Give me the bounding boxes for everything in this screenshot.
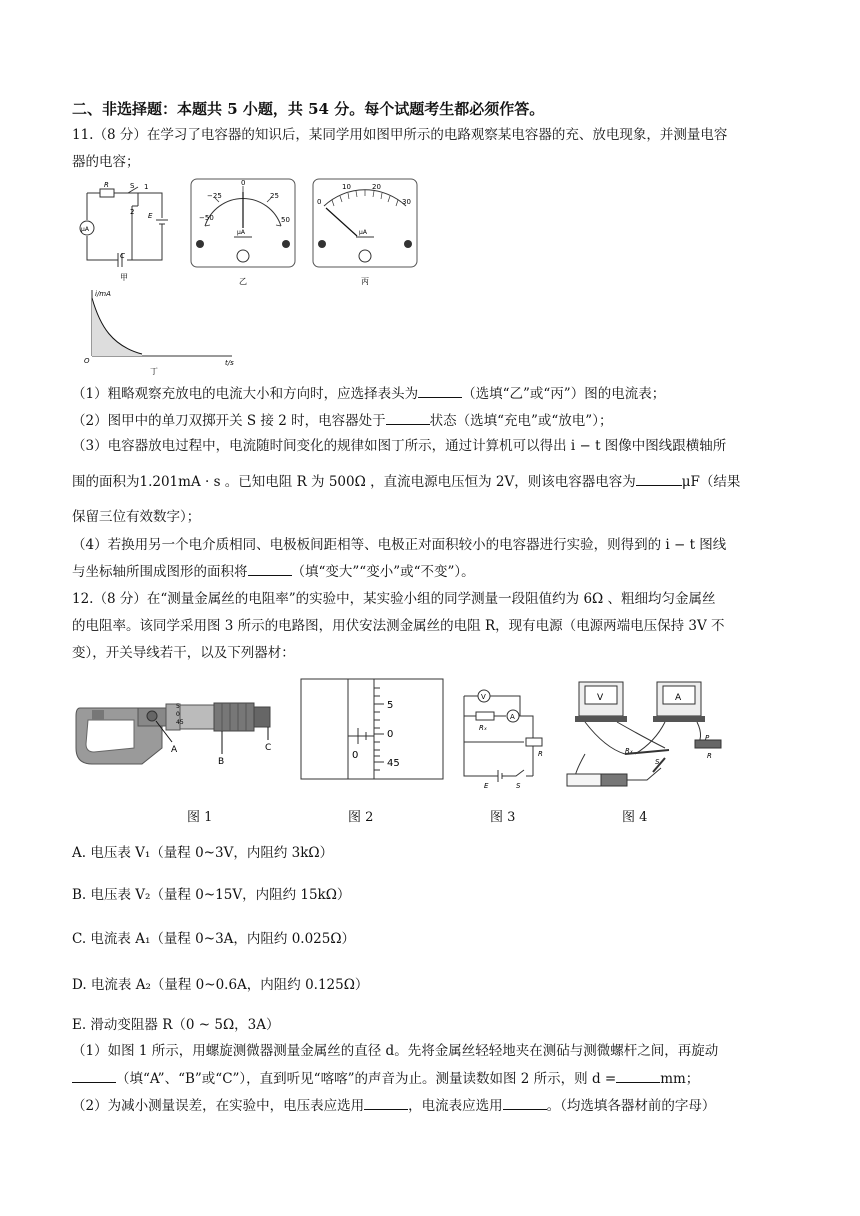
- section-title: 二、非选择题：本题共 5 小题，共 54 分。每个试题考生都必须作答。: [72, 100, 545, 118]
- fig3-label-rx: Rₓ: [479, 724, 487, 732]
- fig2-tick-45: 45: [387, 758, 400, 769]
- q11-sub3-blank[interactable]: [636, 472, 682, 486]
- q12-sub2-pre: （2）为减小测量误差，在实验中，电压表应选用: [72, 1098, 365, 1114]
- jia-caption: 甲: [120, 273, 128, 282]
- bing-caption: 丙: [361, 277, 369, 286]
- q12-sub1-post: （填“A”、“B”或“C”），直到听见“喀喀”的声音为止。测量读数如图 2 所示，则 d =: [116, 1071, 617, 1087]
- fig2-tick-0: 0: [387, 729, 394, 740]
- q12-sub2-blank-ammeter[interactable]: [503, 1096, 547, 1110]
- yi-tick-3: 25: [270, 192, 279, 200]
- meter-yi: [190, 178, 296, 288]
- jia-label-e: E: [148, 212, 153, 220]
- fig-caption-4: 图 4: [622, 810, 648, 825]
- fig4-label-s: S: [655, 758, 660, 766]
- q11-sub4-line1: （4）若换用另一个电介质相同、电极板间距相等、电极正对面积较小的电容器进行实验，则得到的 i − t 图线: [72, 537, 727, 553]
- q11-sub4-line2: [72, 562, 475, 581]
- yi-caption: 乙: [239, 277, 247, 286]
- yi-unit: μA: [237, 229, 245, 236]
- meter-bing: [312, 178, 418, 288]
- q11-sub4-blank[interactable]: [248, 562, 292, 576]
- circuit-diagram-jia: [72, 178, 172, 283]
- bing-tick-3: 30: [402, 198, 411, 206]
- q12-intro-line1: 12.（8 分）在“测量金属丝的电阻率”的实验中，某实验小组的同学测量一段阻值约为 6Ω 、粗细均匀金属丝: [72, 591, 716, 607]
- bing-tick-2: 20: [372, 183, 381, 191]
- jia-label-1: 1: [144, 183, 149, 191]
- yi-tick-1: −25: [207, 192, 222, 200]
- q12-sub1-line1: （1）如图 1 所示，用螺旋测微器测量金属丝的直径 d。先将金属丝轻轻地夹在测砧与测微螺杆之间，再旋动: [72, 1043, 719, 1059]
- ding-caption: 丁: [150, 367, 158, 376]
- fig4-label-v: V: [597, 693, 604, 703]
- fig3-label-s: S: [516, 782, 521, 790]
- bing-unit: μA: [359, 229, 367, 236]
- option-c: C. 电流表 A₁（量程 0~3A，内阻约 0.025Ω）: [72, 931, 356, 947]
- option-a: A. 电压表 V₁（量程 0~3V，内阻约 3kΩ）: [72, 845, 334, 861]
- fig3-label-r: R: [538, 750, 543, 758]
- q12-sub1-line2: [72, 1069, 699, 1088]
- option-b: B. 电压表 V₂（量程 0~15V，内阻约 15kΩ）: [72, 887, 351, 903]
- q11-intro-line1: 11.（8 分）在学习了电容器的知识后，某同学用如图甲所示的电路观察某电容器的充、放电现象，并测量电容: [72, 127, 728, 143]
- q11-sub1: [72, 384, 665, 403]
- physical-circuit-figure-4: [565, 678, 725, 790]
- ding-xlabel: t/s: [225, 359, 234, 367]
- ding-origin: O: [84, 357, 90, 365]
- fig1-scale-5: 5: [176, 703, 180, 710]
- fig1-label-b: B: [218, 757, 225, 767]
- fig4-label-a: A: [675, 693, 682, 703]
- q12-sub1-blank-d[interactable]: [616, 1069, 660, 1083]
- jia-label-r: R: [104, 181, 109, 189]
- fig-caption-2: 图 2: [348, 810, 374, 825]
- q11-sub3-line2: [72, 472, 740, 491]
- q11-sub3-line3: 保留三位有效数字）；: [72, 509, 201, 525]
- jia-label-s: S: [130, 182, 135, 190]
- q11-sub3-pre: 围的面积为1.201mA · s 。已知电阻 R 为 500Ω ，直流电源电压恒为 2V，则该电容器电容为: [72, 474, 636, 490]
- fig2-main-0: 0: [352, 750, 359, 761]
- q12-sub2-mid: ，电流表应选用: [408, 1098, 503, 1114]
- option-d: D. 电流表 A₂（量程 0~0.6A，内阻约 0.125Ω）: [72, 977, 369, 993]
- fig3-label-a: A: [510, 713, 515, 721]
- fig3-label-v: V: [481, 693, 486, 701]
- q12-intro-line2: 的电阻率。该同学采用图 3 所示的电路图，用伏安法测金属丝的电阻 R，现有电源（电源两端电压保持 3V 不: [72, 618, 725, 634]
- micrometer-reading-figure-2: [300, 678, 446, 782]
- q11-sub1-pre: （1）粗略观察充放电的电流大小和方向时，应选择表头为: [72, 386, 419, 402]
- fig1-label-c: C: [265, 743, 272, 753]
- q12-sub2: [72, 1096, 715, 1115]
- it-graph-ding: [82, 286, 242, 376]
- q11-intro-line2: 器的电容；: [72, 154, 140, 170]
- jia-label-2: 2: [130, 208, 135, 216]
- fig2-tick-5: 5: [387, 700, 394, 711]
- bing-tick-0: 0: [317, 198, 322, 206]
- q12-sub1-unit: mm；: [660, 1071, 700, 1087]
- yi-tick-2: 0: [241, 179, 246, 187]
- q11-sub3-post: μF（结果: [681, 474, 741, 490]
- fig-caption-1: 图 1: [187, 810, 213, 825]
- option-e: E. 滑动变阻器 R（0 ~ 5Ω，3A）: [72, 1017, 280, 1033]
- q12-sub2-post: 。（均选填各器材前的字母）: [546, 1098, 716, 1114]
- fig4-label-r: R: [707, 752, 712, 760]
- fig1-scale-45: 45: [176, 719, 184, 726]
- bing-tick-1: 10: [342, 183, 351, 191]
- circuit-figure-3: [458, 686, 560, 790]
- q11-sub4-post: （填“变大”“变小”或“不变”）。: [291, 564, 475, 580]
- q11-sub2-post: 状态（选填“充电”或“放电”）；: [429, 413, 613, 429]
- q12-sub1-blank-knob[interactable]: [72, 1069, 116, 1083]
- q11-sub2-pre: （2）图甲中的单刀双掷开关 S 接 2 时，电容器处于: [72, 413, 386, 429]
- yi-tick-4: 50: [281, 216, 290, 224]
- fig1-label-a: A: [171, 745, 178, 755]
- q11-sub2: [72, 411, 612, 430]
- q12-intro-line3: 变），开关导线若干，以及下列器材：: [72, 645, 295, 661]
- fig-caption-3: 图 3: [490, 810, 516, 825]
- jia-label-c: C: [120, 252, 125, 260]
- yi-tick-0: −50: [199, 214, 214, 222]
- micrometer-figure-1: [72, 686, 292, 791]
- ding-ylabel: i/mA: [95, 290, 111, 298]
- fig1-scale-0: 0: [176, 711, 180, 718]
- q11-sub2-blank[interactable]: [386, 411, 430, 425]
- fig4-label-rx: Rₓ: [625, 747, 633, 755]
- q11-sub4-pre: 与坐标轴所围成图形的面积将: [72, 564, 248, 580]
- jia-meter-label: μA: [81, 226, 89, 233]
- fig4-label-p: P: [705, 734, 710, 742]
- q11-sub1-post: （选填“乙”或“丙”）图的电流表；: [462, 386, 666, 402]
- fig3-label-e: E: [484, 782, 489, 790]
- q12-sub2-blank-voltmeter[interactable]: [364, 1096, 408, 1110]
- q11-sub1-blank[interactable]: [418, 384, 462, 398]
- q11-sub3-line1: （3）电容器放电过程中，电流随时间变化的规律如图丁所示，通过计算机可以得出 i − t 图像中图线跟横轴所: [72, 438, 727, 454]
